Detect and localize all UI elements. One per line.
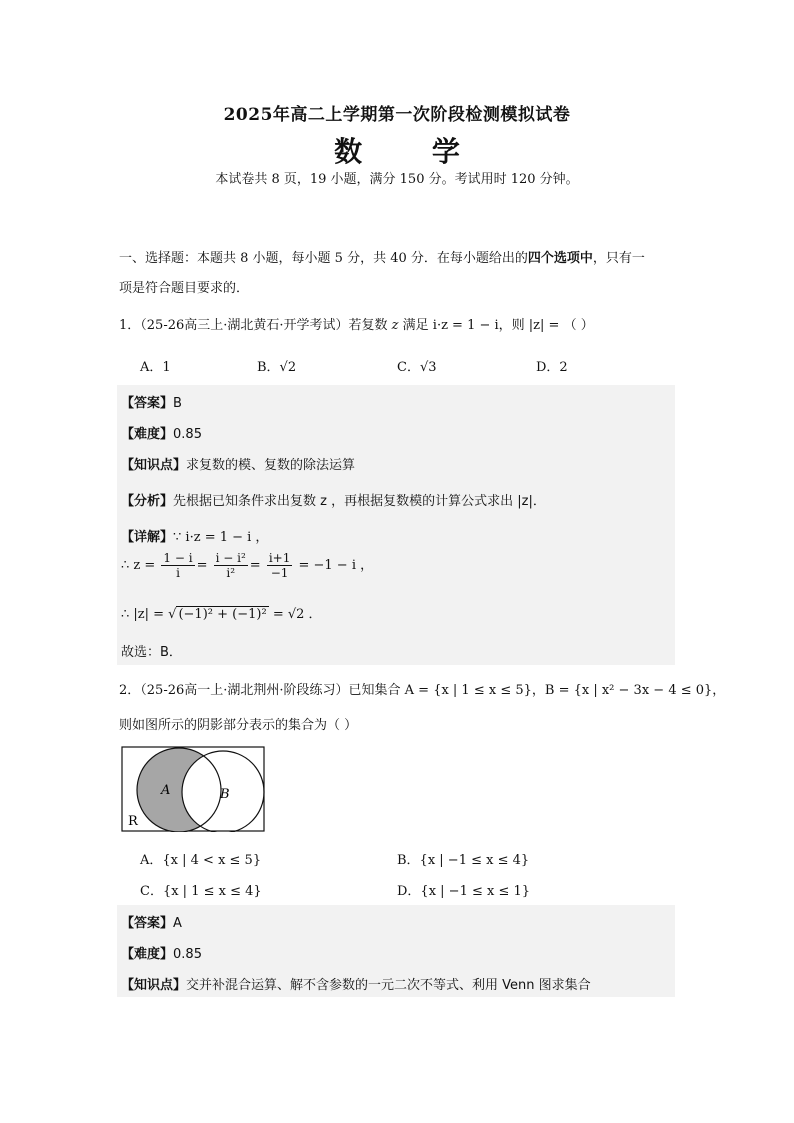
q2-knowledge-label: 【知识点】: [121, 978, 187, 993]
q2-option-a: A．{x | 4 < x ≤ 5}: [140, 853, 262, 868]
q1-detail-3-pre: ∴ |z| =: [121, 607, 165, 622]
q1-detail-line: [121, 526, 268, 545]
section-text-bold: 四个选项中: [527, 251, 593, 266]
q2-knowledge: 交并补混合运算、解不含参数的一元二次不等式、利用 Venn 图求集合: [186, 978, 591, 993]
q2-option-c: C．{x | 1 ≤ x ≤ 4}: [140, 884, 262, 899]
q1-frac-2-num: i − i²: [215, 551, 246, 565]
q2-option-b: B．{x | −1 ≤ x ≤ 4}: [397, 853, 530, 868]
q2-knowledge-line: [121, 974, 591, 993]
q2-difficulty-label: 【难度】: [121, 947, 174, 962]
q1-option-c: C．√3: [397, 360, 437, 375]
section-text-a: 一、选择题：本题共 8 小题，每小题 5 分，共 40 分．在每小题给出的: [119, 251, 528, 266]
q2-answer: A: [173, 916, 182, 931]
q1-difficulty-label: 【难度】: [121, 427, 174, 442]
q1-difficulty: 0.85: [173, 427, 202, 442]
q1-detail-3-post: = √2 ．: [272, 607, 322, 622]
q1-stem-text: 1．（25-26高三上·湖北黄石·开学考试）若复数: [119, 318, 388, 333]
q1-answer-line: [121, 392, 182, 411]
section-instructions: [119, 244, 679, 304]
q2-difficulty-line: [121, 943, 202, 962]
q1-knowledge: 求复数的模、复数的除法运算: [186, 458, 356, 473]
q1-stem-end: ，则 |z| = （ ）: [498, 318, 594, 333]
q1-frac-3: [267, 551, 293, 580]
q2-difficulty: 0.85: [173, 947, 202, 962]
q2-answer-label: 【答案】: [121, 916, 174, 931]
q1-frac-1-den: i: [176, 566, 180, 580]
q1-frac-1-num: 1 − i: [163, 551, 193, 565]
venn-label-a: A: [161, 783, 171, 798]
q1-detail-label: 【详解】: [121, 530, 174, 545]
q2-option-d: D．{x | −1 ≤ x ≤ 1}: [397, 884, 531, 899]
q1-detail-2: ∴ z = $\frac{1 - i}{i}$ = $\frac{\text{i − i²}}{\text{i²}}$ = $\frac{i+1}{-1}$ = −1 − i ，: [121, 551, 374, 580]
venn-label-universe: R: [128, 814, 138, 829]
q1-detail-1: ∵ i·z = 1 − i ，: [173, 530, 269, 545]
q1-stem: [119, 314, 594, 333]
q1-answer: B: [173, 396, 182, 411]
subject-heading: 数 学: [334, 135, 490, 168]
q1-analysis-label: 【分析】: [121, 494, 174, 509]
q2-stem: 2．（25-26高一上·湖北荆州·阶段练习）已知集合 A = {x | 1 ≤ x ≤ 5}，B = {x | x² − 3x − 4 ≤ 0}，: [119, 683, 726, 698]
q2-answer-box: [117, 905, 675, 997]
exam-title: 2025年高二上学期第一次阶段检测模拟试卷: [223, 105, 571, 125]
q1-detail-2-pre: ∴ z =: [121, 558, 156, 573]
q1-option-b: B．√2: [257, 360, 297, 375]
venn-diagram: [121, 746, 265, 832]
q1-frac-2-den: i²: [226, 566, 236, 580]
q1-detail-3-radicand: (−1)² + (−1)²: [178, 607, 267, 622]
q1-detail-3: ∴ |z| = √ (−1)² + (−1)² = √2 ．: [121, 607, 322, 622]
q1-frac-3-num: i+1: [268, 551, 291, 565]
q1-stem-eq: i·z = 1 − i: [432, 318, 499, 333]
section-text-b: ，只有一: [592, 251, 645, 266]
q1-knowledge-line: [121, 454, 355, 473]
q1-analysis-line: [121, 490, 546, 509]
q2-answer-line: [121, 912, 182, 931]
q1-option-a: A．1: [140, 360, 171, 375]
section-text-c: 项是符合题目要求的．: [119, 281, 250, 296]
q1-difficulty-line: [121, 423, 202, 442]
q1-detail-2-post: = −1 − i ，: [298, 558, 374, 573]
q1-frac-1: [161, 551, 194, 580]
q1-frac-3-den: −1: [270, 566, 289, 580]
q1-stem-mid: 满足: [398, 318, 433, 333]
q1-option-d: D．2: [536, 360, 568, 375]
venn-label-b: B: [220, 787, 230, 802]
q1-frac-2: [214, 551, 248, 580]
q2-stem-2: 则如图所示的阴影部分表示的集合为（ ）: [119, 718, 358, 733]
q1-knowledge-label: 【知识点】: [121, 458, 187, 473]
q1-analysis: 先根据已知条件求出复数 z ，再根据复数模的计算公式求出 |z|．: [173, 494, 546, 509]
q1-choose-line: 故选：B．: [121, 645, 182, 660]
q1-stem-z: z: [391, 318, 399, 333]
exam-note: 本试卷共 8 页，19 小题，满分 150 分。考试用时 120 分钟。: [215, 172, 579, 187]
q1-answer-box: [117, 385, 675, 665]
q1-answer-label: 【答案】: [121, 396, 174, 411]
